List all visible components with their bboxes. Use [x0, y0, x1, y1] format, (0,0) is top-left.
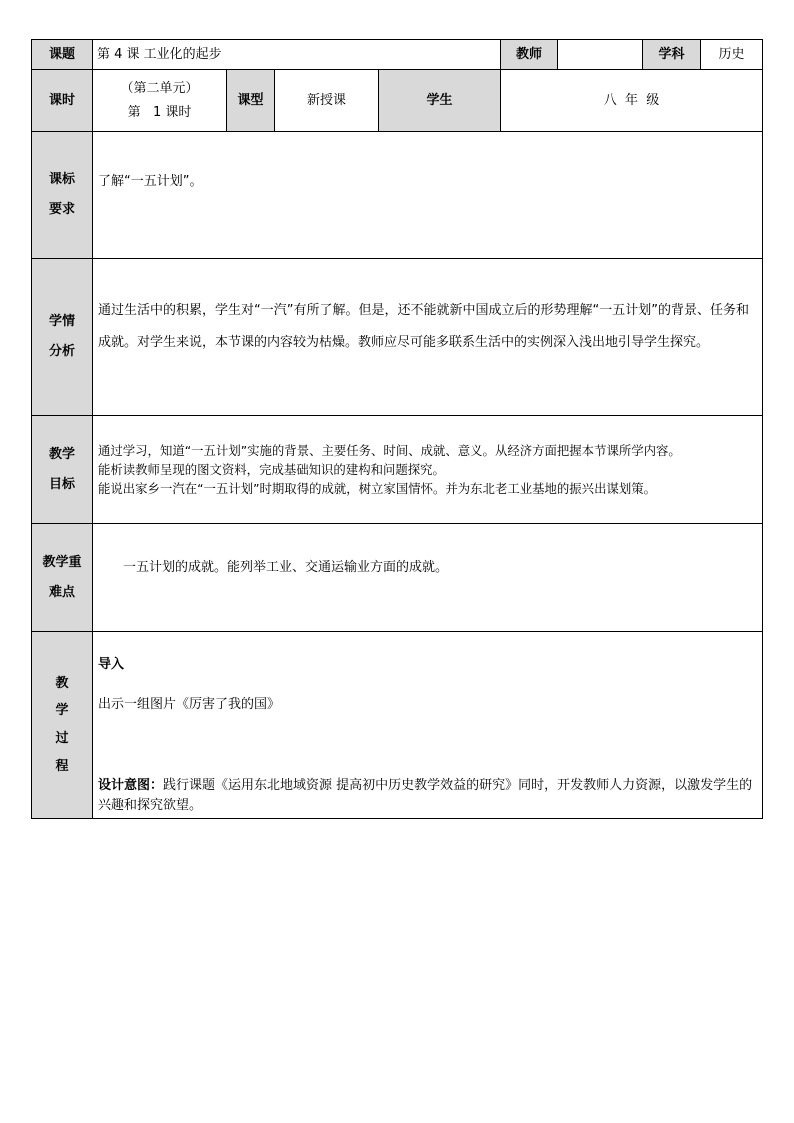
subject-value: 历史 [700, 39, 763, 70]
lesson-title: 第 4 课 工业化的起步 [92, 39, 501, 70]
key-points-label-line-1: 教学重 [42, 554, 82, 570]
objective-3: 能说出家乡一汽在“一五计划”时期取得的成就，树立家国情怀。并为东北老工业基地的振兴出谋划策。 [98, 481, 657, 496]
process-label [31, 631, 93, 819]
objectives-label-line-1: 教学 [48, 446, 75, 462]
key-points-label [31, 523, 93, 632]
process-label-line-3: 过 [55, 731, 69, 746]
type-value: 新授课 [274, 69, 379, 132]
intro-heading: 导入 [98, 657, 125, 672]
student-value: 八 年 级 [500, 69, 763, 132]
design-text: 践行课题《运用东北地域资源 提高初中历史教学效益的研究》同时，开发教师人力资源，以激发学生的兴趣和探究欲望。 [98, 778, 753, 814]
process-content [92, 631, 763, 819]
objectives-label [31, 415, 93, 524]
analysis-label-line-1: 学情 [48, 314, 75, 330]
process-label-line-4: 程 [55, 758, 69, 774]
process-label-line-2: 学 [55, 703, 69, 719]
design-label: 设计意图： [98, 778, 164, 794]
lesson-label: 课题 [31, 39, 93, 70]
process-label-line-1: 教 [55, 675, 69, 691]
type-label: 课型 [226, 69, 275, 132]
key-points-text: 一五计划的成就。能列举工业、交通运输业方面的成就。 [123, 560, 449, 575]
teacher-label: 教师 [500, 39, 558, 70]
period-value [92, 69, 227, 132]
period-label: 课时 [31, 69, 93, 132]
period-line-1: （第二单元） [120, 80, 199, 96]
objective-1: 通过学习，知道“一五计划”实施的背景、主要任务、时间、成就、意义。从经济方面把握本节课所学内容。 [98, 443, 681, 458]
standard-label [31, 131, 93, 259]
student-label: 学生 [378, 69, 501, 132]
standard-content [92, 131, 763, 259]
analysis-label-line-2: 分析 [48, 344, 75, 359]
key-points-content [92, 523, 763, 632]
design-intent [98, 776, 760, 816]
analysis-content [92, 258, 763, 416]
standard-label-line-1: 课标 [48, 172, 75, 188]
key-points-label-line-2: 难点 [48, 584, 75, 600]
standard-text: 了解“一五计划”。 [98, 174, 203, 189]
analysis-text: 通过生活中的积累，学生对“一汽”有所了解。但是，还不能就新中国成立后的形势理解“一五计划”的背景、任务和成就。对学生来说，本节课的内容较为枯燥。教师应尽可能多联系生活中的实例深入浅出地引导学生探究。 [98, 303, 749, 350]
subject-label: 学科 [642, 39, 701, 70]
standard-label-line-2: 要求 [48, 202, 75, 217]
objectives-label-line-2: 目标 [48, 476, 75, 492]
objectives-content [92, 415, 763, 524]
teacher-value [557, 39, 643, 70]
period-line-2: 第 1 课时 [127, 104, 192, 120]
intro-text: 出示一组图片《厉害了我的国》 [98, 696, 281, 712]
analysis-label [31, 258, 93, 416]
objective-2: 能析读教师呈现的图文资料，完成基础知识的建构和问题探究。 [98, 462, 445, 477]
